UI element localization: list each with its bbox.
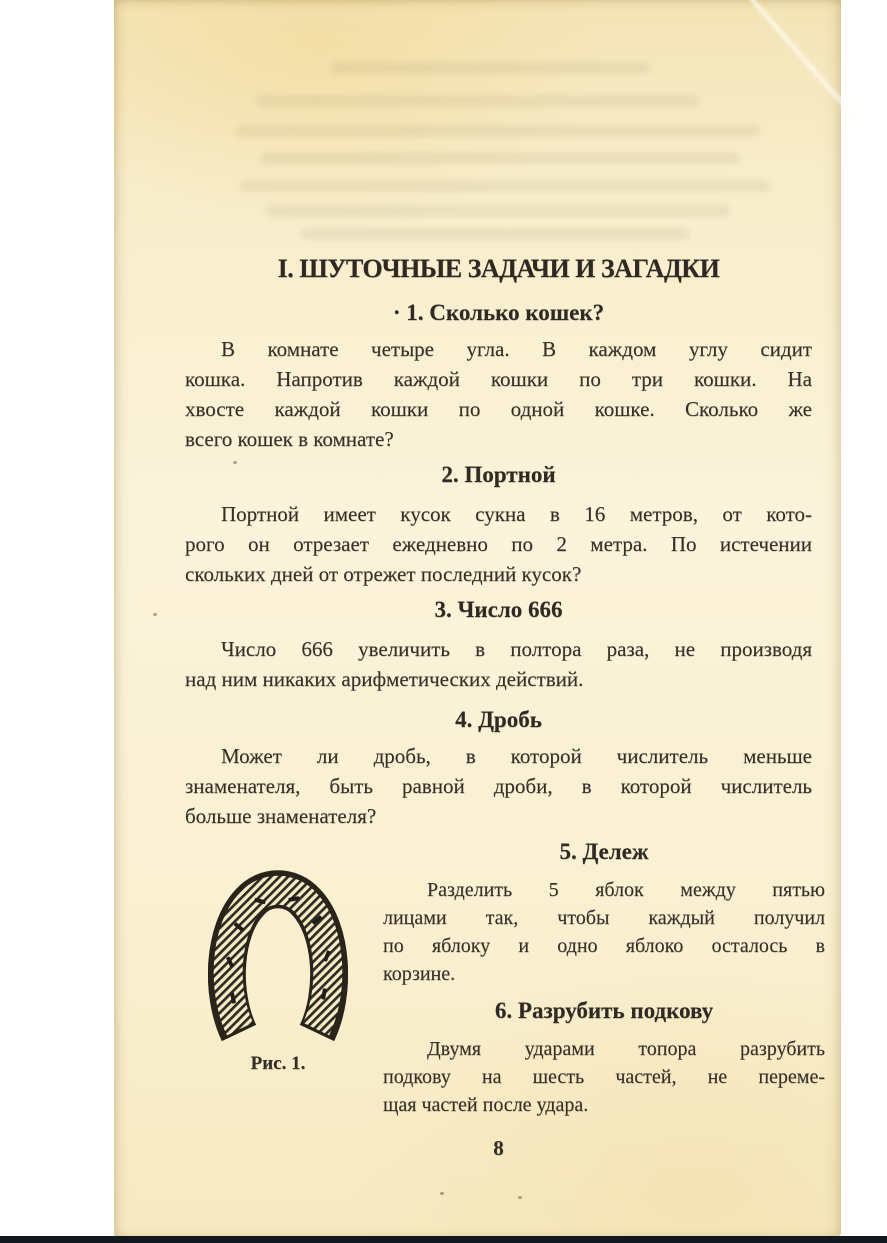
section-heading-1: · 1. Сколько кошек? (392, 300, 605, 325)
text-line: кошка. Напротив каждой кошки по три кошки. На (185, 367, 812, 391)
paragraph-4 (185, 741, 812, 831)
ink-speck (153, 613, 157, 616)
text-line: Портной имеет кусок сукна в 16 метров, от кото- (221, 502, 812, 526)
ink-speck (518, 1196, 522, 1199)
text-line: щая частей после удара. (383, 1094, 589, 1116)
showthrough-row (330, 62, 650, 74)
section-heading-2: 2. Портной (441, 462, 556, 487)
text-line: над ним никаких арифметических действий. (185, 667, 584, 691)
text-line: Может ли дробь, в которой числитель меньше (221, 744, 812, 768)
text-line: подкову на шесть частей, не переме- (383, 1066, 825, 1088)
paragraph-3 (185, 634, 812, 694)
text-line: лицами так, чтобы каждый получил (383, 907, 825, 929)
section-heading-6: 6. Разрубить подкову (494, 998, 714, 1023)
showthrough-row (300, 228, 690, 240)
text-line: Число 666 увеличить в полтора раза, не производя (221, 637, 812, 661)
figure-caption: Рис. 1. (250, 1053, 306, 1074)
section-heading-3: 3. Число 666 (434, 597, 563, 622)
section-heading-5: 5. Дележ (559, 839, 649, 864)
text-line: Двумя ударами топора разрубить (427, 1038, 825, 1060)
horseshoe-body (228, 890, 328, 1029)
paragraph-5 (383, 876, 825, 988)
scanner-bed-strip (0, 1236, 887, 1243)
horseshoe-illustration (208, 870, 348, 1041)
paragraph-2 (185, 499, 812, 589)
text-line: Разделить 5 яблок между пятью (427, 879, 825, 901)
text-line: В комнате четыре угла. В каждом углу сидит (221, 337, 812, 361)
page-crease (747, 0, 855, 117)
chapter-title: I. ШУТОЧНЫЕ ЗАДАЧИ И ЗАГАДКИ (277, 254, 720, 283)
showthrough-row (260, 152, 740, 164)
ink-speck (440, 1192, 444, 1195)
text-line: больше знаменателя? (185, 804, 377, 828)
page-number: 8 (493, 1136, 504, 1160)
text-line: по яблоку и одно яблоко осталось в (383, 935, 825, 957)
text-line: всего кошек в комнате? (185, 427, 394, 451)
showthrough-row (240, 180, 770, 192)
text-line: скольких дней от отрежет последний кусок? (185, 562, 582, 586)
text-line: корзине. (383, 963, 456, 985)
section-heading-4: 4. Дробь (455, 707, 542, 732)
showthrough-row (235, 125, 760, 137)
paragraph-1 (185, 334, 812, 454)
paragraph-6 (383, 1035, 825, 1119)
text-line: рого он отрезает ежедневно по 2 метра. По истечении (185, 532, 812, 556)
text-line: хвосте каждой кошки по одной кошке. Сколько же (185, 397, 812, 421)
showthrough-row (265, 205, 730, 217)
scanned-book-page (114, 0, 841, 1236)
showthrough-row (255, 95, 700, 107)
text-line: знаменателя, быть равной дроби, в которой числитель (185, 774, 812, 798)
